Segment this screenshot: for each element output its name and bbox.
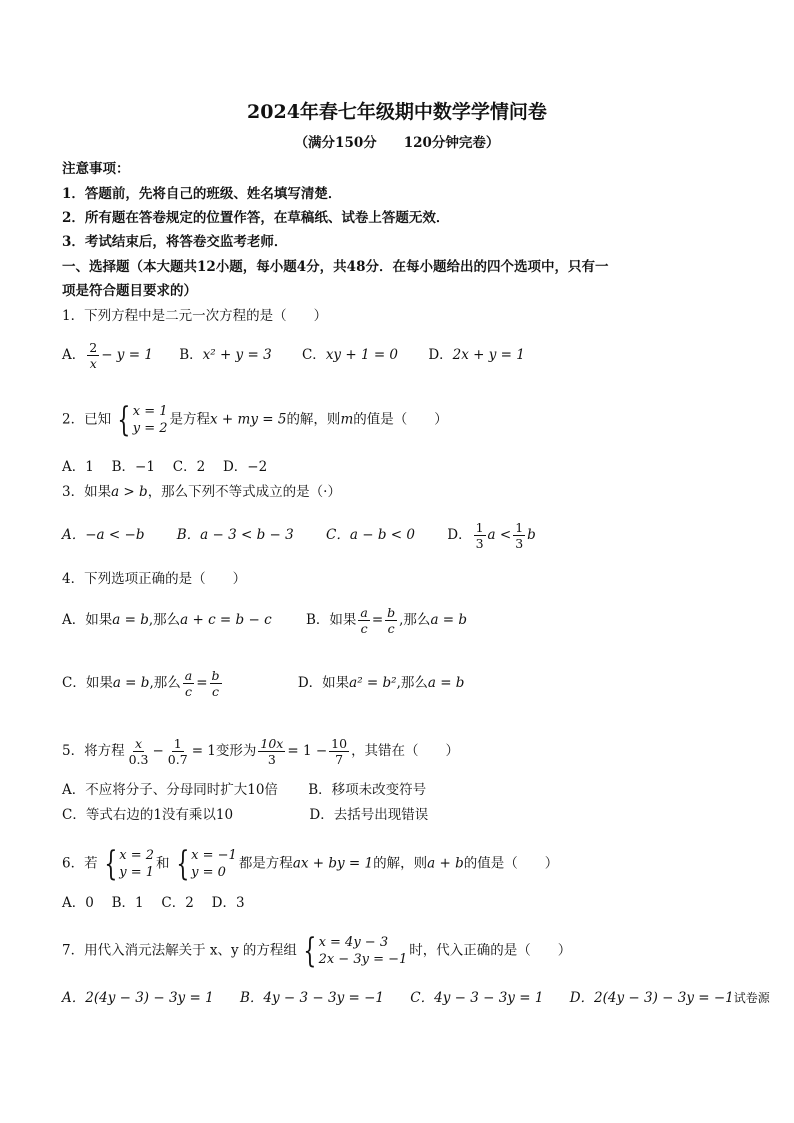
q3-options: A．−a < −b B．a − 3 < b − 3 C．a − b < 0 D． $\frac{1}{3}$ a < $\frac{1}{3}$ b xyxy=(62,520,536,551)
q6-options: A．0 B．1 C．2 D．3 xyxy=(62,895,245,911)
q5-options-ab xyxy=(62,781,426,799)
section-heading-line2: 项是符合题目要求的） xyxy=(62,283,197,299)
exam-title: 2024年春七年级期中数学学情问卷 xyxy=(247,101,547,123)
q1-option-b-label: B． xyxy=(179,347,203,363)
q7-option-d: D．2(4y − 3) − 3y = −1 xyxy=(569,990,734,1006)
q3-option-d-frac1: $\frac{1}{3}$ xyxy=(475,520,484,551)
q1-stem: 1．下列方程中是二元一次方程的是（ ） xyxy=(62,308,328,324)
q2-post2: 的值是（ ） xyxy=(353,411,448,428)
q2-mid: 是方程 xyxy=(169,411,211,428)
q3-option-d-label: D． xyxy=(447,527,472,543)
watermark-text: 试卷源 xyxy=(733,991,770,1005)
q4-option-b: B．如果 $\frac{a}{c}$ = $\frac{b}{c}$ ,那么a = b xyxy=(305,605,468,636)
q4-options-cd xyxy=(62,668,464,699)
q1-option-c-label: C． xyxy=(301,347,326,363)
q4-stem: 4．下列选项正确的是（ ） xyxy=(62,571,247,587)
section-heading-line1: 一、选择题（本大题共12小题，每小题4分，共48分．在每小题给出的四个选项中，只有一 xyxy=(62,259,609,275)
q4-option-d: D．如果a² = b²,那么a = b xyxy=(297,675,465,691)
q7-system: { x = 4y − 3 2x − 3y = −1 xyxy=(303,931,408,971)
q2-pre: 2．已知 xyxy=(62,411,112,428)
q2-post1: 的解，则 xyxy=(286,411,341,428)
q2-options: A．1 B．−1 C．2 D．−2 xyxy=(62,459,268,475)
note-item-3: 3．考试结束后，将答卷交监考老师． xyxy=(62,234,288,250)
q2-variable: m xyxy=(340,411,354,428)
q5-options-cd xyxy=(62,806,428,824)
q4-option-c: C．如果a = b,那么 $\frac{a}{c}$ = $\frac{b}{c}$ xyxy=(62,668,220,699)
q4-option-a: A．如果a = b,那么a + c = b − c xyxy=(62,612,272,628)
note-item-1: 1．答题前，先将自己的班级、姓名填写清楚． xyxy=(62,186,342,202)
q6-system-2: { x = −1 y = 0 xyxy=(175,844,237,884)
q1-option-b-math: x² + y = 3 xyxy=(202,347,272,363)
q2-system: { x = 1 y = 2 xyxy=(117,400,168,440)
notes-heading: 注意事项： xyxy=(62,161,130,177)
q2-equation: x + my = 5 xyxy=(210,411,287,428)
exam-subtitle: （满分150分 120分钟完卷） xyxy=(294,135,500,151)
q3-option-a: A．−a < −b xyxy=(62,527,145,543)
q5-option-d: D．去括号出现错误 xyxy=(309,807,429,823)
q7-options xyxy=(62,989,770,1007)
note-item-2: 2．所有题在答卷规定的位置作答，在草稿纸、试卷上答题无效． xyxy=(62,210,450,226)
q3-stem: 3．如果a > b，那么下列不等式成立的是（·） xyxy=(62,484,341,500)
q1-option-a-fraction: $\frac{2}{x}$ xyxy=(89,340,98,371)
q6-stem: 6．若 { x = 2 y = 1 和 { x = −1 y = 0 都是方程ax + by = 1的解，则a + b的值是（ ） xyxy=(62,844,559,884)
q1-option-c-math: xy + 1 = 0 xyxy=(325,347,399,363)
q7-option-a: A．2(4y − 3) − 3y = 1 xyxy=(62,990,214,1006)
q7-stem: 7．用代入消元法解关于 x、y 的方程组 { x = 4y − 3 2x − 3y = −1 时，代入正确的是（ ） xyxy=(62,931,572,971)
q1-option-d-label: D． xyxy=(428,347,453,363)
q7-option-b: B．4y − 3 − 3y = −1 xyxy=(239,990,384,1006)
q1-option-a-rest: − y = 1 xyxy=(101,347,153,363)
q1-option-d-math: 2x + y = 1 xyxy=(452,347,525,363)
q7-option-c: C．4y − 3 − 3y = 1 xyxy=(410,990,544,1006)
q4-options-ab xyxy=(62,605,467,636)
q3-option-c: C．a − b < 0 xyxy=(326,527,415,543)
q6-system-1: { x = 2 y = 1 xyxy=(103,844,155,884)
q2-stem xyxy=(62,400,448,440)
q1-options xyxy=(62,340,525,371)
q5-option-a: A．不应将分子、分母同时扩大10倍 xyxy=(62,782,278,798)
q3-option-b: B．a − 3 < b − 3 xyxy=(176,527,294,543)
q3-option-d-frac2: $\frac{1}{3}$ xyxy=(515,520,524,551)
q1-option-a-label: A． xyxy=(62,347,86,363)
q5-stem: 5．将方程 $\frac{x}{0.3}$ − $\frac{1}{0.7}$ = 1变形为 $\frac{10x}{3}$ = 1 − $\frac{10}{7}$ ，其错在（ ） xyxy=(62,736,460,767)
q5-option-c: C．等式右边的1没有乘以10 xyxy=(62,807,234,823)
q5-option-b: B．移项未改变符号 xyxy=(308,782,427,798)
